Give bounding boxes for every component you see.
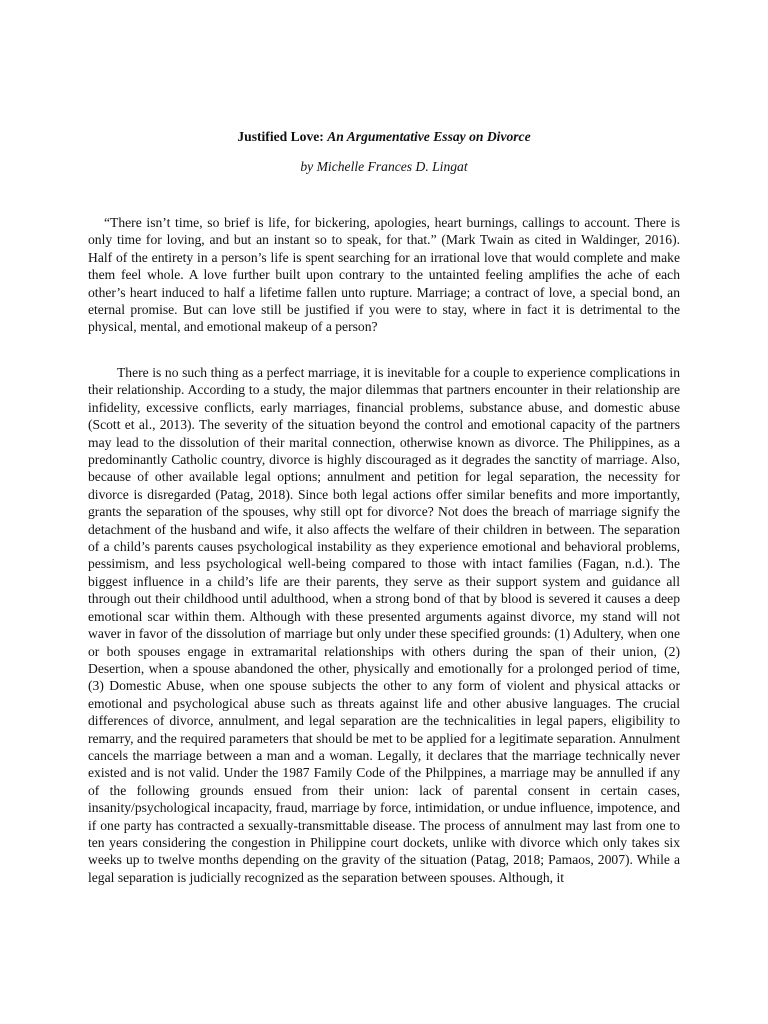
title-main: Justified Love:	[237, 129, 324, 144]
paragraph-1: “There isn’t time, so brief is life, for bickering, apologies, heart burnings, callings to account. There is only time for loving, and but an instant so to speak, for that.” (Mark Twain as cited in Waldinger, 2016). Half of the entirety in a person’s life is spent searching for an irrational love that would complete and make them feel whole. A love further built upon contrary to the untainted feeling amplifies the ache of each other’s heart induced to half a lifetime fallen unto rupture. Marriage; a contract of love, a special bond, an eternal promise. But can love still be justified if you were to stay, where in fact it is detrimental to the physical, mental, and emotional makeup of a person?	[88, 215, 680, 335]
document-title	[88, 128, 680, 146]
author-byline: by Michelle Frances D. Lingat	[300, 159, 468, 174]
title-subtitle: An Argumentative Essay on Divorce	[327, 129, 531, 144]
paragraph-2: There is no such thing as a perfect marriage, it is inevitable for a couple to experience complications in their relationship. According to a study, the major dilemmas that partners encounter in their relationship are infidelity, excessive conflicts, early marriages, financial problems, substance abuse, and domestic abuse (Scott et al., 2013). The severity of the situation beyond the control and emotional capacity of the partners may lead to the dissolution of their marital connection, otherwise known as divorce. The Philippines, as a predominantly Catholic country, divorce is highly discouraged as it degrades the sanctity of marriage. Also, because of other available legal options; annulment and petition for legal separation, the necessity for divorce is disregarded (Patag, 2018). Since both legal actions offer similar benefits and more importantly, grants the separation of the spouses, why still opt for divorce? Not does the breach of marriage signify the detachment of the husband and wife, it also affects the welfare of their children in between. The separation of a child’s parents causes psychological instability as they experience emotional and behavioral problems, pessimism, and less psychological well-being compared to those with intact families (Fagan, n.d.). The biggest influence in a child’s life are their parents, they serve as their support system and guidance all through out their childhood until adulthood, when a strong bond of that by blood is severed it causes a deep emotional scar within them. Although with these presented arguments against divorce, my stand will not waver in favor of the dissolution of marriage but only under these specified grounds: (1) Adultery, when one or both spouses engage in extramarital relationships with others during the span of their union, (2) Desertion, when a spouse abandoned the other, physically and emotionally for a prolonged period of time, (3) Domestic Abuse, when one spouse subjects the other to any form of violent and physical attacks or emotional and psychological abuse such as threats against life and other abusive languages. The crucial differences of divorce, annulment, and legal separation are the technicalities in legal papers, eligibility to remarry, and the required parameters that should be met to be applied for a legitimate separation. Annulment cancels the marriage between a man and a woman. Legally, it declares that the marriage technically never existed and is not valid. Under the 1987 Family Code of the Philppines, a marriage may be annulled if any of the following grounds ensued from their union: lack of parental consent in certain cases, insanity/psychological incapacity, fraud, marriage by force, intimidation, or undue influence, impotence, and if one party has contracted a sexually-transmittable disease. The process of annulment may last from one to ten years considering the congestion in Philippine court dockets, unlike with divorce which only takes six weeks up to twelve months depending on the gravity of the situation (Patag, 2018; Pamaos, 2007). While a legal separation is judicially recognized as the separation between spouses. Although, it	[88, 365, 680, 885]
document-page	[88, 0, 680, 1024]
